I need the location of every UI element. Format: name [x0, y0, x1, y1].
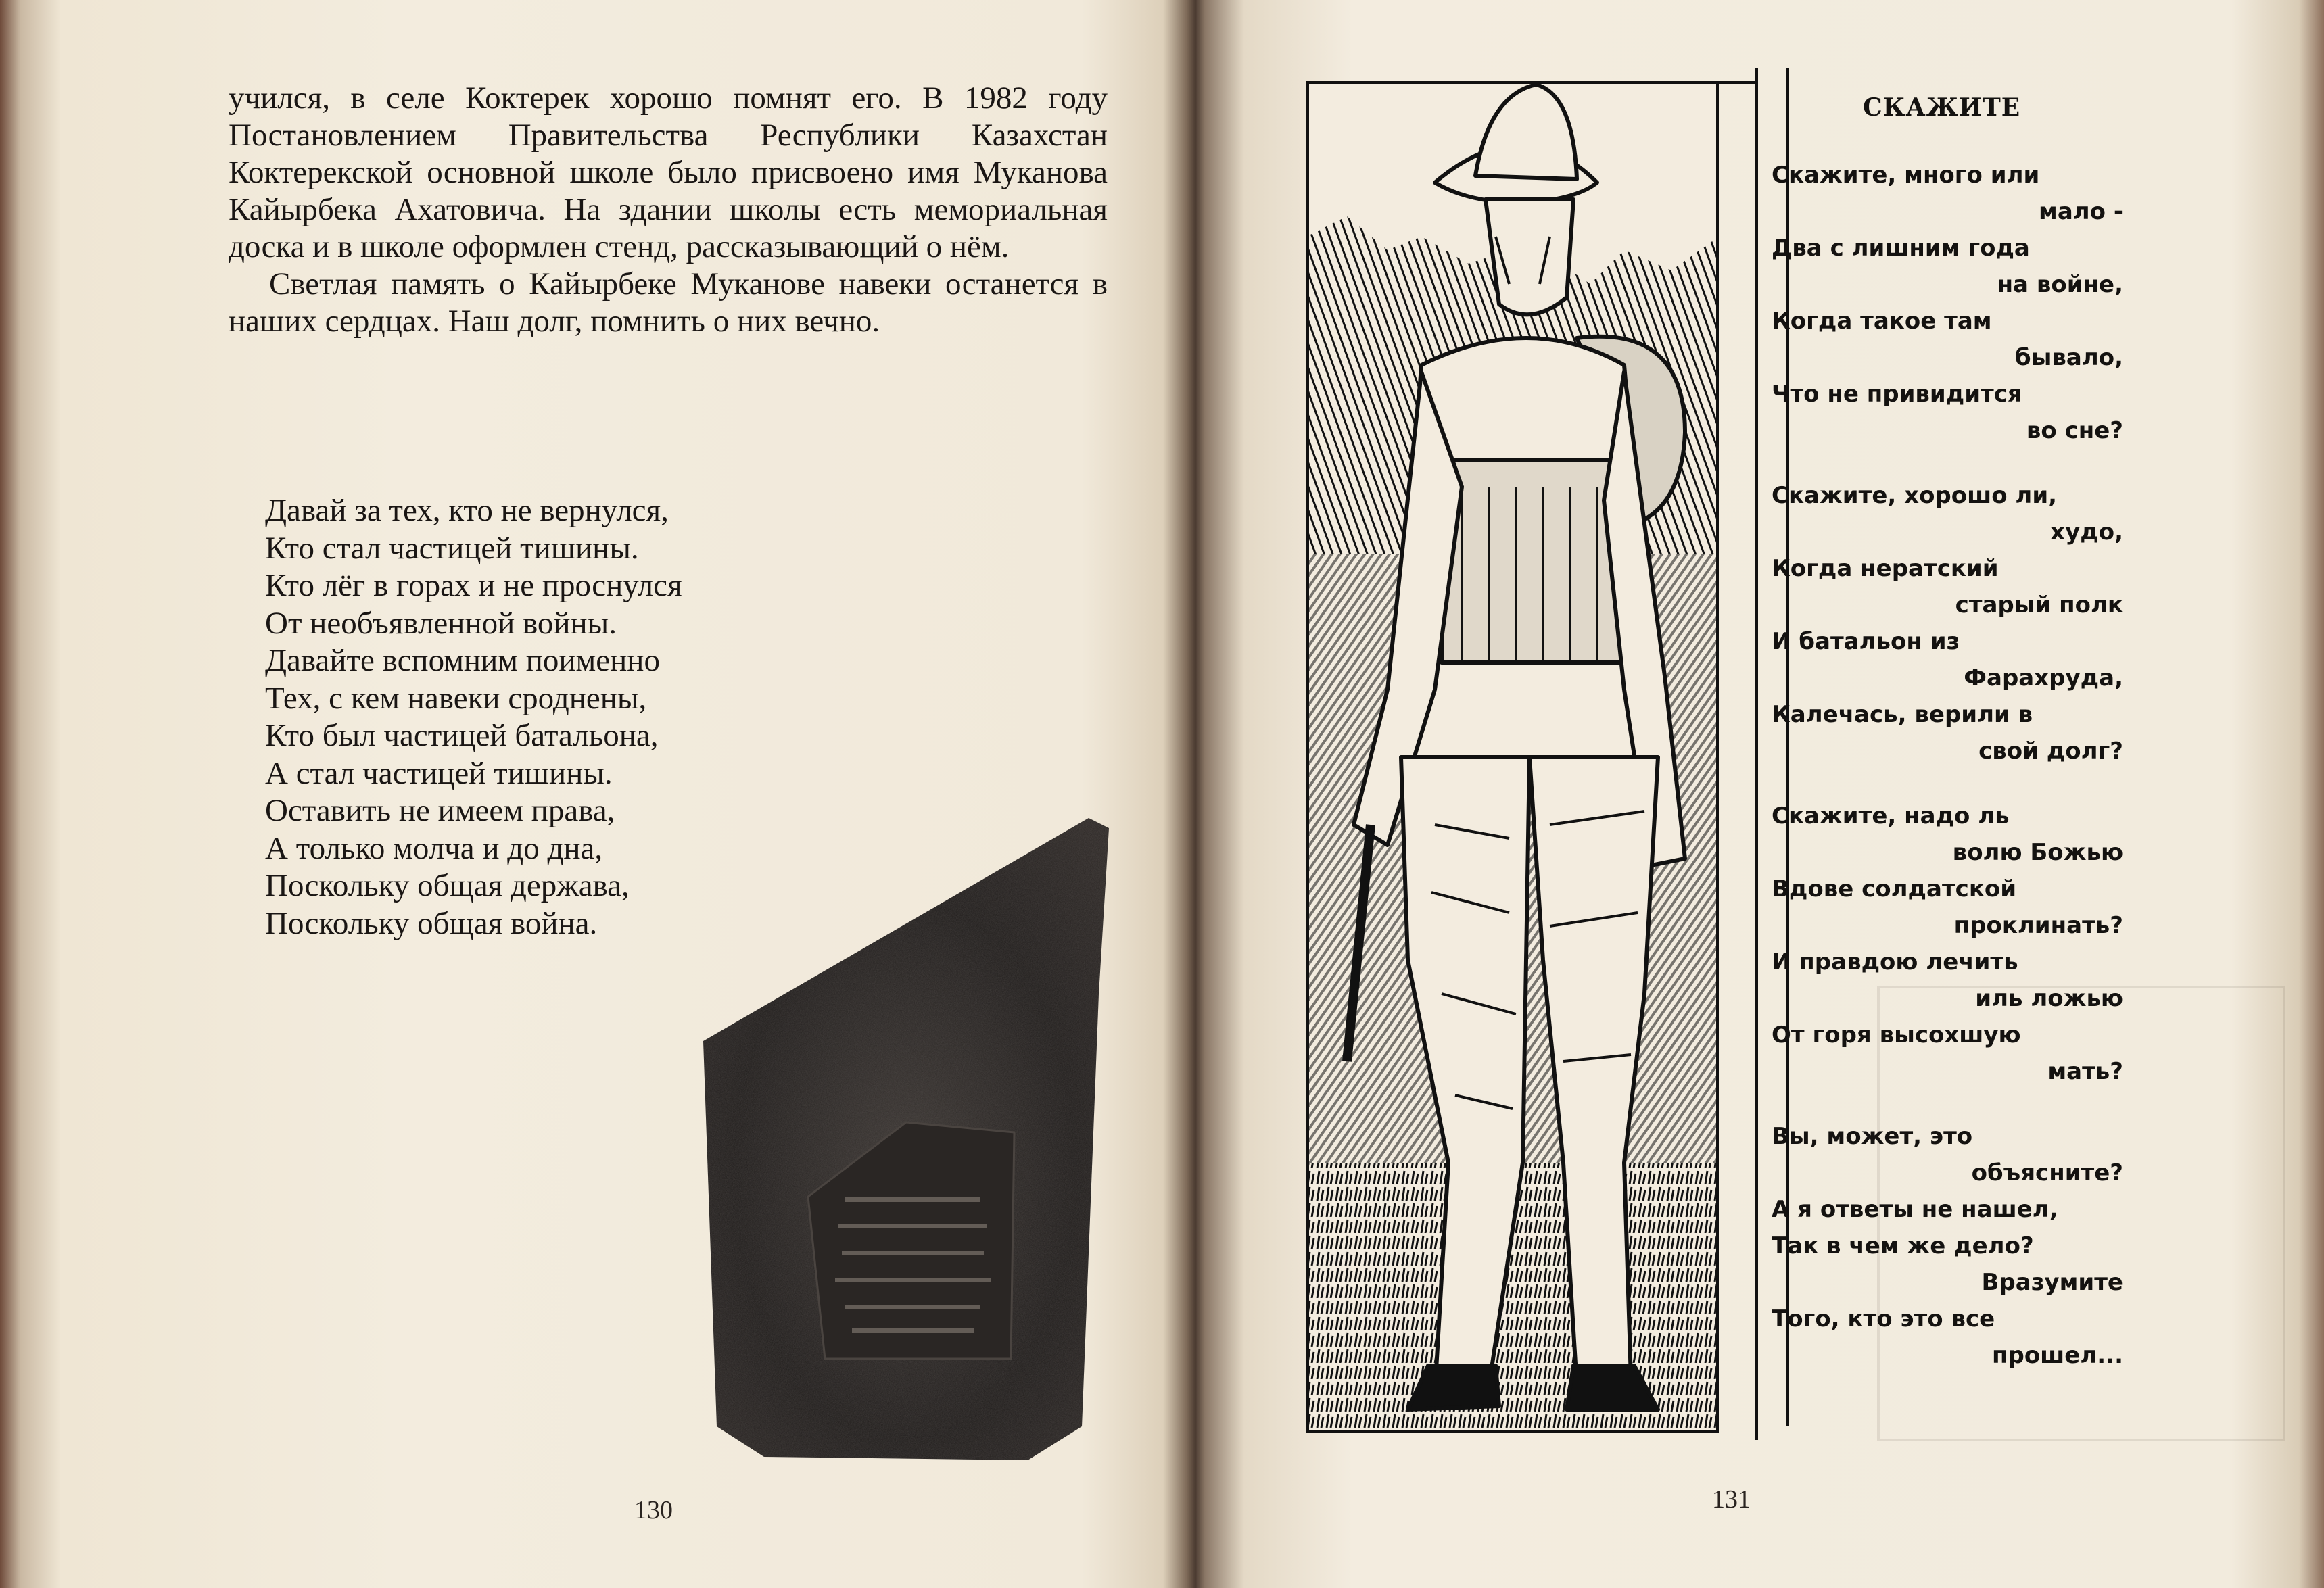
verse-line: Так в чем же дело?	[1772, 1232, 2034, 1259]
page-number: 130	[634, 1496, 673, 1524]
poem-line: Поскольку общая война.	[265, 905, 598, 941]
verse-line: Вы, может, это	[1772, 1123, 1973, 1150]
verse-line: бывало,	[2014, 344, 2123, 371]
verse-line: Скажите, много или	[1772, 162, 2040, 189]
verse-line: старый полк	[1955, 592, 2123, 619]
verse-line: объясните?	[1971, 1159, 2123, 1186]
poem-line: Оставить не имеем права,	[265, 793, 615, 828]
verse-line: Калечась, верили в	[1772, 701, 2033, 728]
stanza-gap	[1772, 1090, 2123, 1118]
poem-line: Кто был частицей батальона,	[265, 718, 659, 753]
poem-line: Давайте вспомним поименно	[265, 643, 660, 678]
frame-right-line	[1755, 68, 1758, 1440]
prose-block	[229, 80, 1108, 340]
verse-lines	[1772, 157, 2123, 1374]
poem-verse	[1772, 157, 2123, 1374]
verse-line: во сне?	[2026, 417, 2123, 444]
poem-line: Тех, с кем навеки сроднены,	[265, 680, 647, 716]
verse-line: Фарахруда,	[1964, 665, 2123, 692]
verse-line: мало -	[2039, 198, 2123, 225]
soldier-illustration	[1306, 81, 1753, 1440]
stanza-gap	[1772, 449, 2123, 477]
frame-top-line	[1306, 81, 1756, 84]
verse-line: И правдою лечить	[1772, 948, 2018, 976]
memorial-plaque-photo	[703, 818, 1109, 1467]
page-number: 131	[1712, 1485, 1751, 1514]
stanza-gap	[1772, 769, 2123, 798]
verse-line: Того, кто это все	[1772, 1305, 1995, 1332]
poem-line: Кто лёг в горах и не проснулся	[265, 568, 682, 603]
paragraph: Светлая память о Кайырбеке Муканове навеки останется в наших сердцах. Наш долг, помнить о них вечно.	[229, 266, 1108, 339]
verse-line: Вдове солдатской	[1772, 875, 2017, 903]
verse-line: Скажите, надо ль	[1772, 802, 2010, 829]
poem-block	[265, 492, 682, 942]
verse-line: Вразумите	[1981, 1269, 2123, 1296]
poem-line: От необъявленной войны.	[265, 605, 617, 641]
verse-line: мать?	[2047, 1058, 2123, 1085]
verse-line: худо,	[2050, 519, 2123, 546]
paragraph: учился, в селе Коктерек хорошо помнят его. В 1982 году Постановлением Правительства Республики Казахстан Коктерекской основной школе было присвоено имя Муканова Кайырбека Ахатовича. На здании школы есть мемориальная доска и в школе оформлен стенд, рассказывающий о нём.	[229, 80, 1108, 264]
verse-line: Скажите, хорошо ли,	[1772, 482, 2058, 509]
verse-line: проклинать?	[1953, 912, 2123, 939]
verse-line: И батальон из	[1772, 628, 1960, 655]
poem-line: Давай за тех, кто не вернулся,	[265, 493, 669, 528]
verse-line: А я ответы не нашел,	[1772, 1196, 2058, 1223]
verse-line: Два с лишним года	[1772, 235, 2030, 262]
verse-line: От горя высохшую	[1772, 1021, 2021, 1049]
poem-line: Поскольку общая держава,	[265, 868, 630, 903]
poem-title: СКАЖИТЕ	[1863, 93, 2021, 122]
poem-line: А стал частицей тишины.	[265, 755, 613, 791]
poem-line: А только молча и до дна,	[265, 830, 603, 866]
verse-line: на войне,	[1997, 271, 2123, 298]
verse-line: свой долг?	[1978, 738, 2123, 765]
verse-line: Когда нератский	[1772, 555, 1999, 582]
verse-line: прошел...	[1991, 1342, 2123, 1369]
verse-line: Что не привидится	[1772, 381, 2022, 408]
verse-line: иль ложью	[1975, 985, 2123, 1012]
verse-line: Когда такое там	[1772, 308, 1992, 335]
verse-line: волю Божью	[1952, 839, 2123, 866]
poem-line: Кто стал частицей тишины.	[265, 530, 639, 566]
